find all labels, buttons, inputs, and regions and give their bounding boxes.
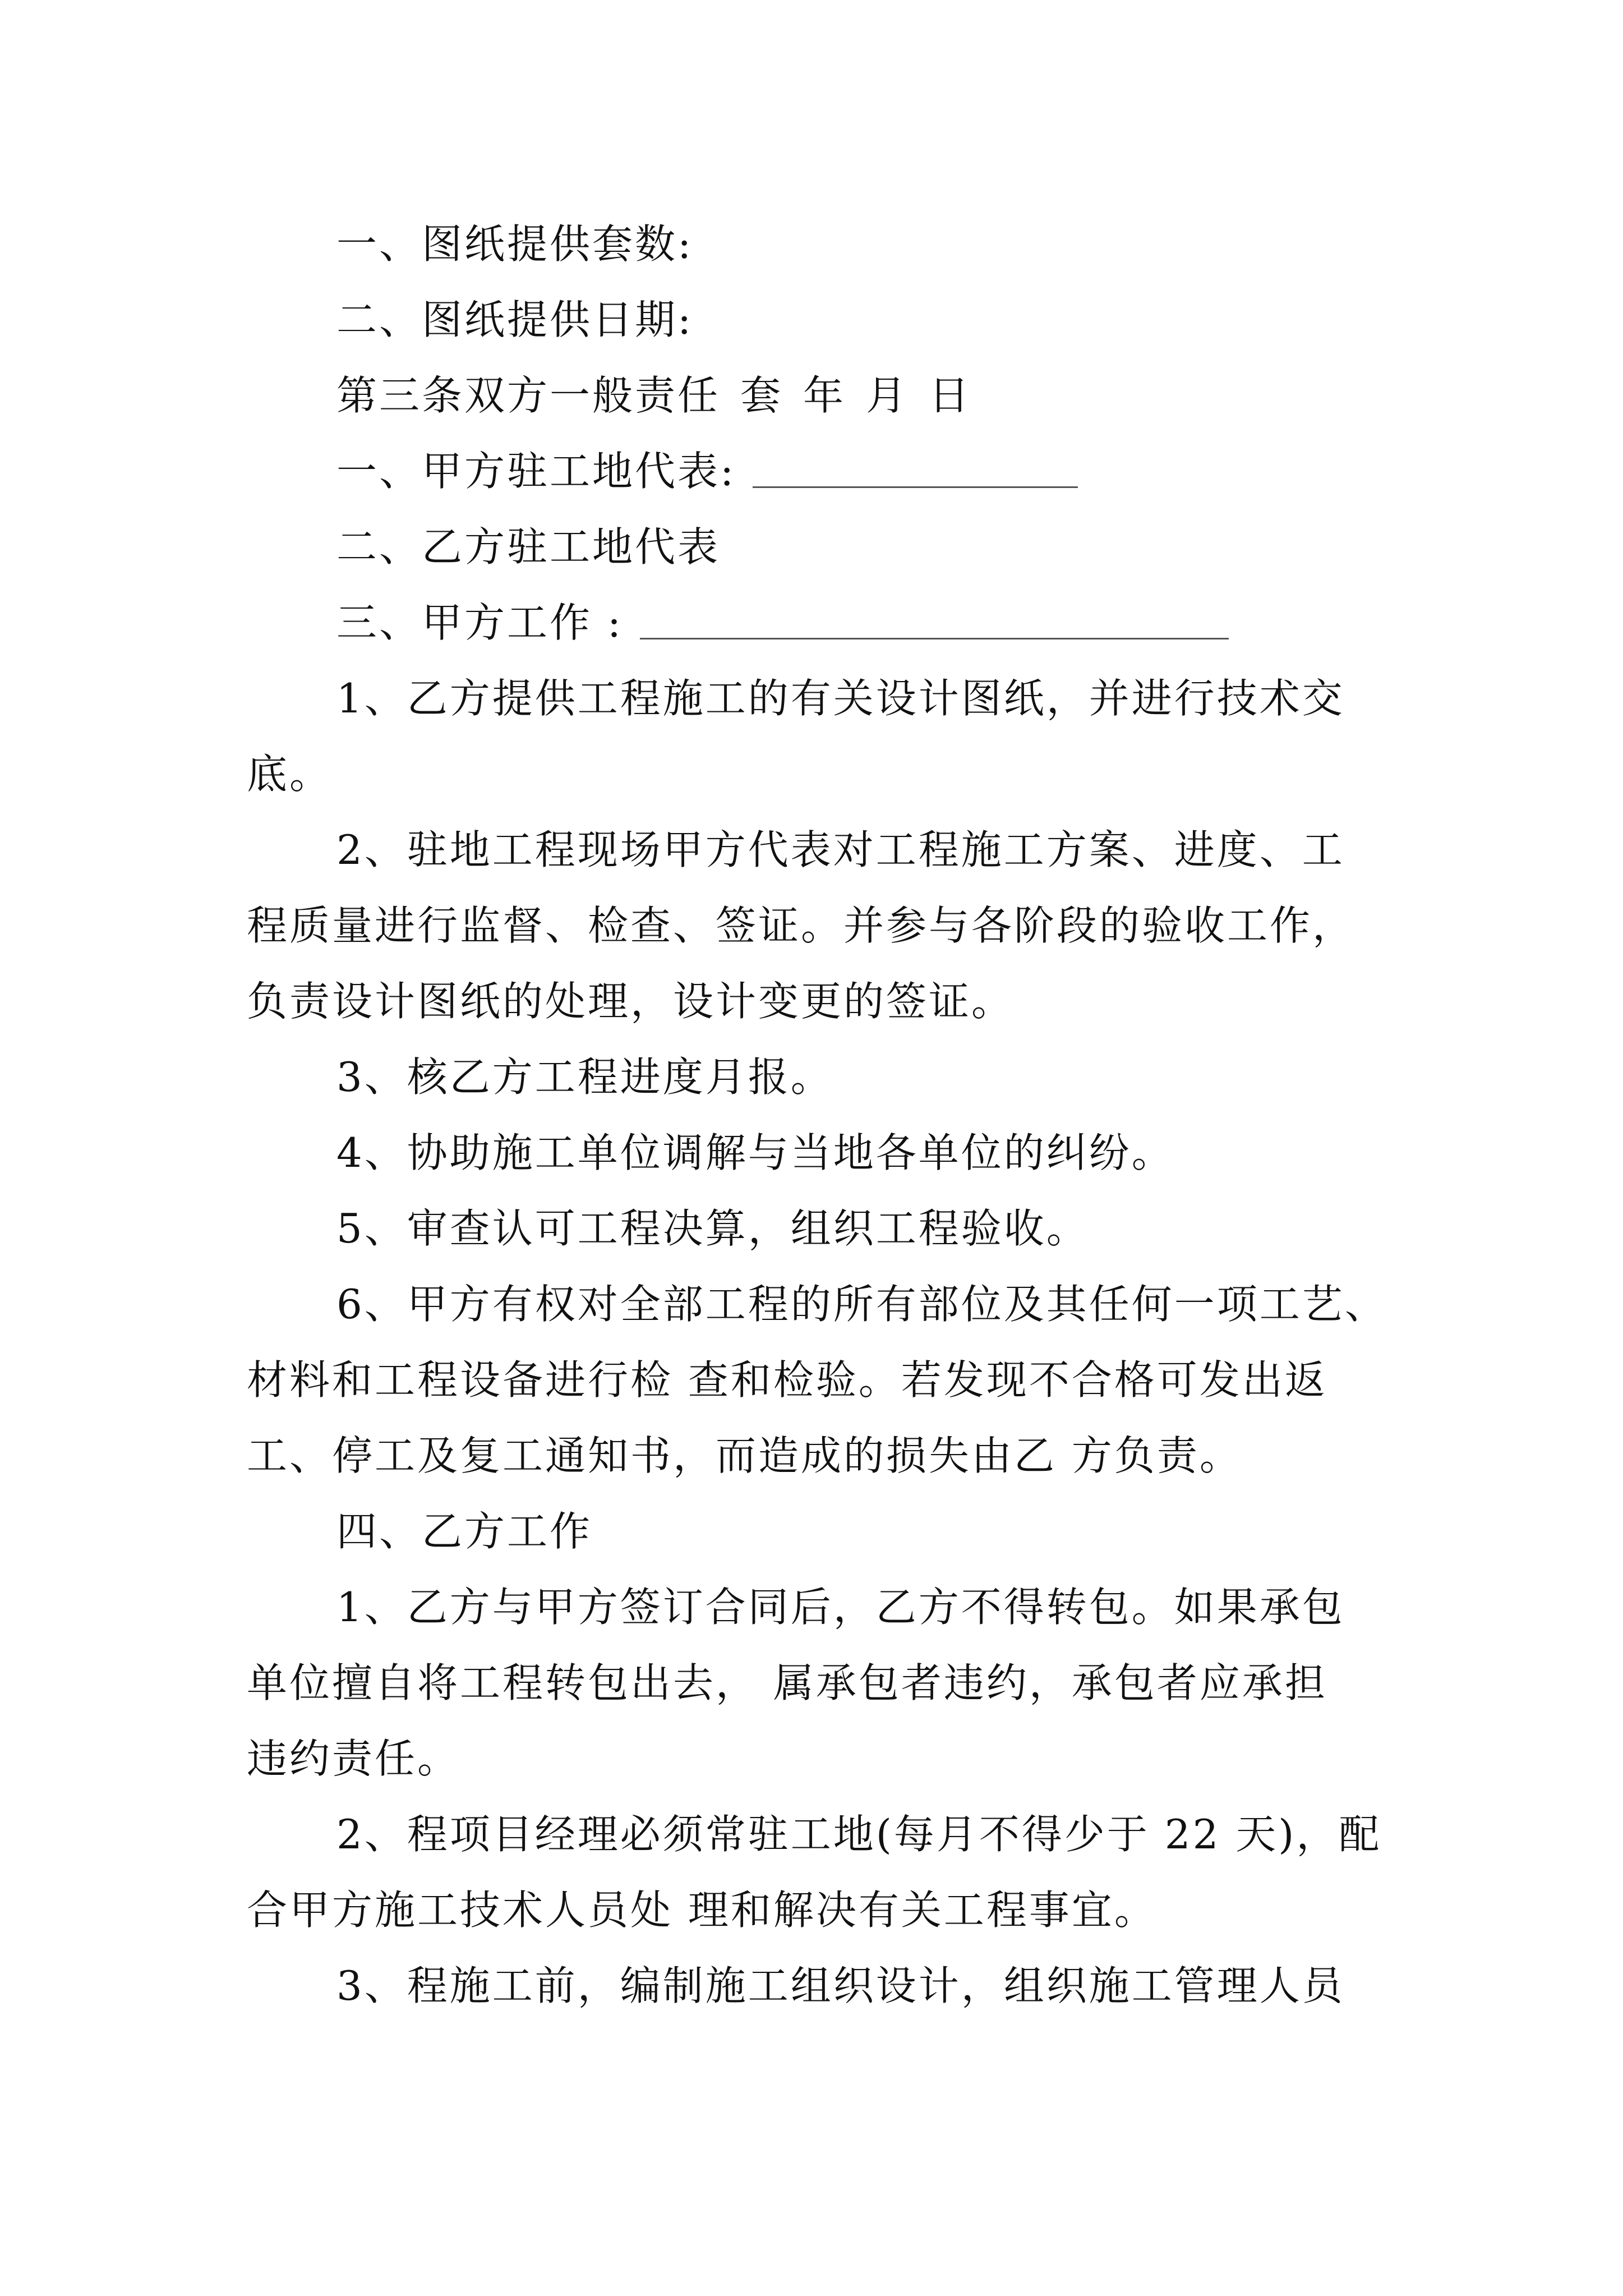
text-line: 底。 <box>247 751 333 798</box>
paragraph-line <box>336 1273 1387 1335</box>
paragraph-line <box>336 1803 1381 1865</box>
text-line: 程质量进行监督、检查、签证。并参与各阶段的验收工作， <box>247 902 1355 949</box>
text-line: 5、审查认可工程决算，组织工程验收。 <box>336 1205 1089 1252</box>
text-line: 二、图纸提供日期: <box>336 296 694 343</box>
text-line: 3、程施工前，编制施工组织设计，组织施工管理人员 <box>336 1962 1345 2009</box>
text-line: 二、乙方驻工地代表 <box>336 523 721 570</box>
text-line: 套 <box>740 372 783 419</box>
text-line: 负责设计图纸的处理，设计变更的签证。 <box>247 978 1015 1025</box>
party-a-representative <box>336 440 1078 502</box>
paragraph-line <box>336 1046 833 1108</box>
text-line: 材料和工程设备进行检 查和检验。若发现不合格可发出返 <box>247 1356 1327 1404</box>
paragraph-line <box>247 743 332 805</box>
text-line: 日 <box>929 372 972 419</box>
party-a-work-heading <box>336 592 1229 654</box>
paragraph-line <box>336 1198 1089 1259</box>
text-line: 一、图纸提供套数: <box>336 220 694 268</box>
paragraph-line <box>336 1576 1345 1638</box>
fill-in-blank <box>753 486 1078 488</box>
fill-in-blank <box>640 638 1229 639</box>
text-line: 第三条双方一般责任 <box>336 372 721 419</box>
paragraph-line <box>247 895 1355 956</box>
paragraph-line <box>247 1879 1157 1941</box>
text-line: 四、乙方工作 <box>336 1508 593 1555</box>
text-line: 6、甲方有权对全部工程的所有部位及其任何一项工艺、 <box>336 1281 1387 1328</box>
paragraph-line <box>247 1425 1242 1487</box>
party-b-representative <box>336 516 720 578</box>
text-line: 三、甲方工作 : <box>336 599 624 646</box>
paragraph-line <box>336 668 1345 729</box>
paragraph-line <box>336 1122 1174 1184</box>
text-line: 3、核乙方工程进度月报。 <box>336 1053 833 1101</box>
text-line: 2、驻地工程现场甲方代表对工程施工方案、进度、工 <box>336 826 1345 873</box>
text-line: 工、停工及复工通知书，而造成的损失由乙 方负责。 <box>247 1432 1242 1479</box>
item-drawing-date <box>336 289 693 351</box>
text-line: 合甲方施工技术人员处 理和解决有关工程事宜。 <box>247 1887 1157 1934</box>
text-line: 违约责任。 <box>247 1735 460 1782</box>
text-line: 年 <box>803 372 846 419</box>
article-three-heading <box>336 365 971 426</box>
paragraph-line <box>247 1652 1327 1714</box>
paragraph-line <box>247 1349 1327 1411</box>
text-line: 2、程项目经理必须常驻工地(每月不得少于 22 天)，配 <box>336 1811 1382 1858</box>
paragraph-line <box>336 819 1345 881</box>
paragraph-line <box>247 970 1014 1032</box>
text-line: 1、乙方与甲方签订合同后，乙方不得转包。如果承包 <box>336 1584 1345 1631</box>
text-line: 一、甲方驻工地代表: <box>336 448 736 495</box>
party-b-work-heading <box>336 1501 592 1562</box>
paragraph-line <box>336 1955 1345 2017</box>
text-line: 4、协助施工单位调解与当地各单位的纠纷。 <box>336 1129 1174 1176</box>
text-line: 单位擅自将工程转包出去， 属承包者违约，承包者应承担 <box>247 1659 1327 1706</box>
text-line: 月 <box>866 372 909 419</box>
text-line: 1、乙方提供工程施工的有关设计图纸，并进行技术交 <box>336 675 1345 722</box>
paragraph-line <box>247 1728 460 1789</box>
item-drawing-sets <box>336 213 693 275</box>
